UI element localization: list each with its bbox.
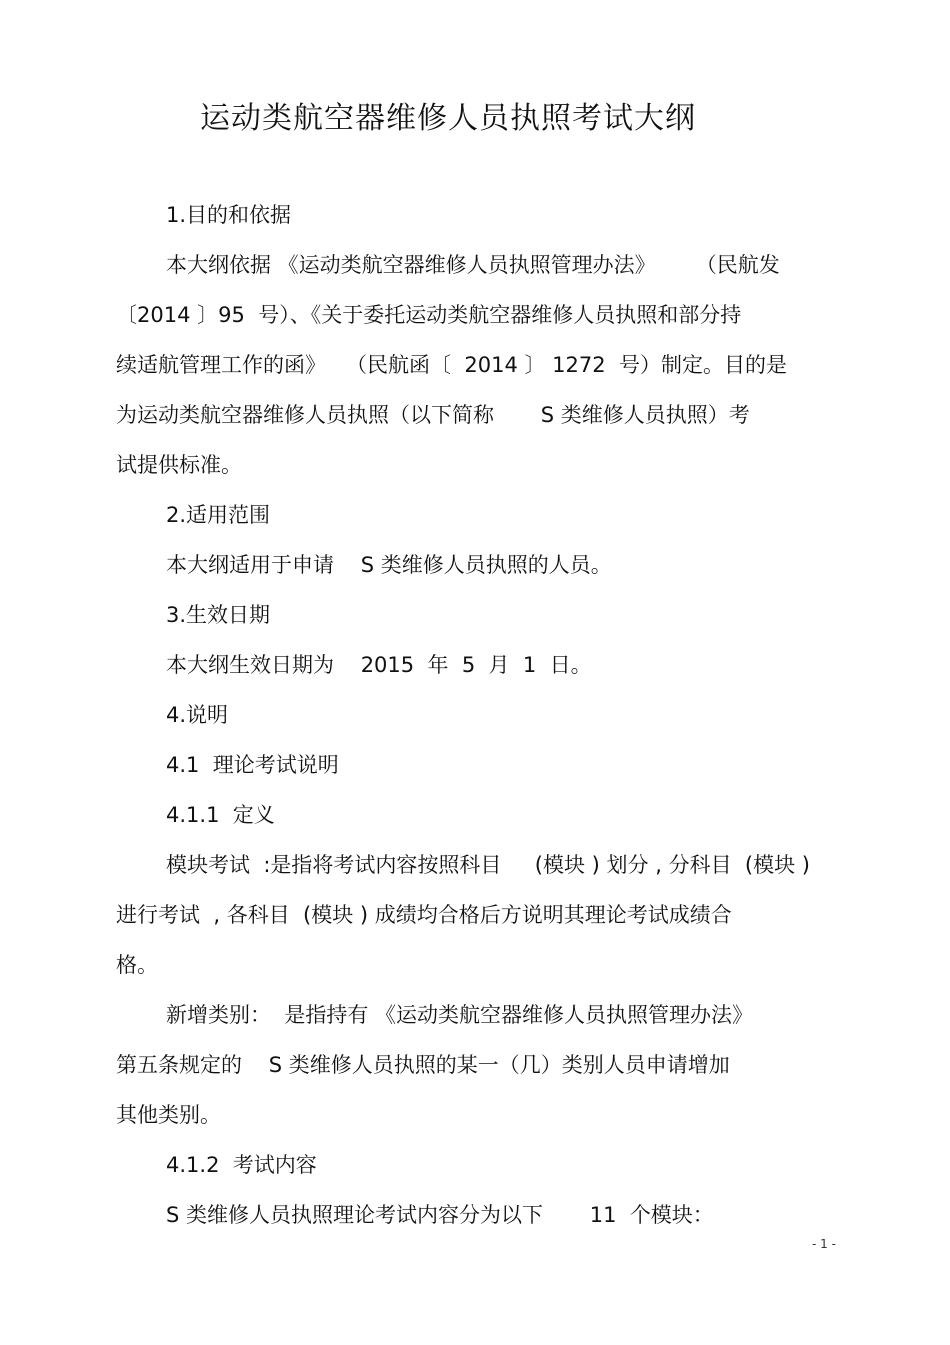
paragraph-line: 格。 xyxy=(116,953,158,977)
section-heading: 3.生效日期 xyxy=(166,603,271,627)
paragraph-line: 试提供标准。 xyxy=(116,453,242,477)
paragraph-line: 本大纲适用于申请 S 类维修人员执照的人员。 xyxy=(166,553,612,577)
document-title: 运动类航空器维修人员执照考试大纲 xyxy=(200,101,696,136)
paragraph-line: 本大纲生效日期为 2015 年 5 月 1 日。 xyxy=(166,653,592,677)
section-heading: 2.适用范围 xyxy=(166,503,271,527)
paragraph-line: S 类维修人员执照理论考试内容分为以下 11 个模块： xyxy=(166,1203,714,1227)
paragraph-line: 模块考试 :是指将考试内容按照科目 (模块 ) 划分 , 分科目 (模块 ) xyxy=(166,853,810,877)
page-number: - 1 - xyxy=(812,1237,836,1251)
paragraph-line: 进行考试 , 各科目 (模块 ) 成绩均合格后方说明其理论考试成绩合 xyxy=(116,903,732,927)
paragraph-line: 第五条规定的 S 类维修人员执照的某一（几）类别人员申请增加 xyxy=(116,1053,730,1077)
paragraph-line: 本大纲依据 《运动类航空器维修人员执照管理办法》 （民航发 xyxy=(166,253,780,277)
paragraph-line: 续适航管理工作的函》 （民航函〔 2014 〕 1272 号）制定。目的是 xyxy=(116,353,787,377)
section-heading: 4.说明 xyxy=(166,703,229,727)
paragraph-line: 新增类别： 是指持有 《运动类航空器维修人员执照管理办法》 xyxy=(166,1003,754,1027)
paragraph-line: 为运动类航空器维修人员执照（以下简称 S 类维修人员执照）考 xyxy=(116,403,750,427)
paragraph-line: 〔2014 〕95 号）、《关于委托运动类航空器维修人员执照和部分持 xyxy=(116,303,742,327)
section-heading: 1.目的和依据 xyxy=(166,203,292,227)
section-heading: 4.1 理论考试说明 xyxy=(166,753,339,777)
paragraph-line: 其他类别。 xyxy=(116,1103,221,1127)
section-heading: 4.1.2 考试内容 xyxy=(166,1153,317,1177)
section-heading: 4.1.1 定义 xyxy=(166,803,275,827)
